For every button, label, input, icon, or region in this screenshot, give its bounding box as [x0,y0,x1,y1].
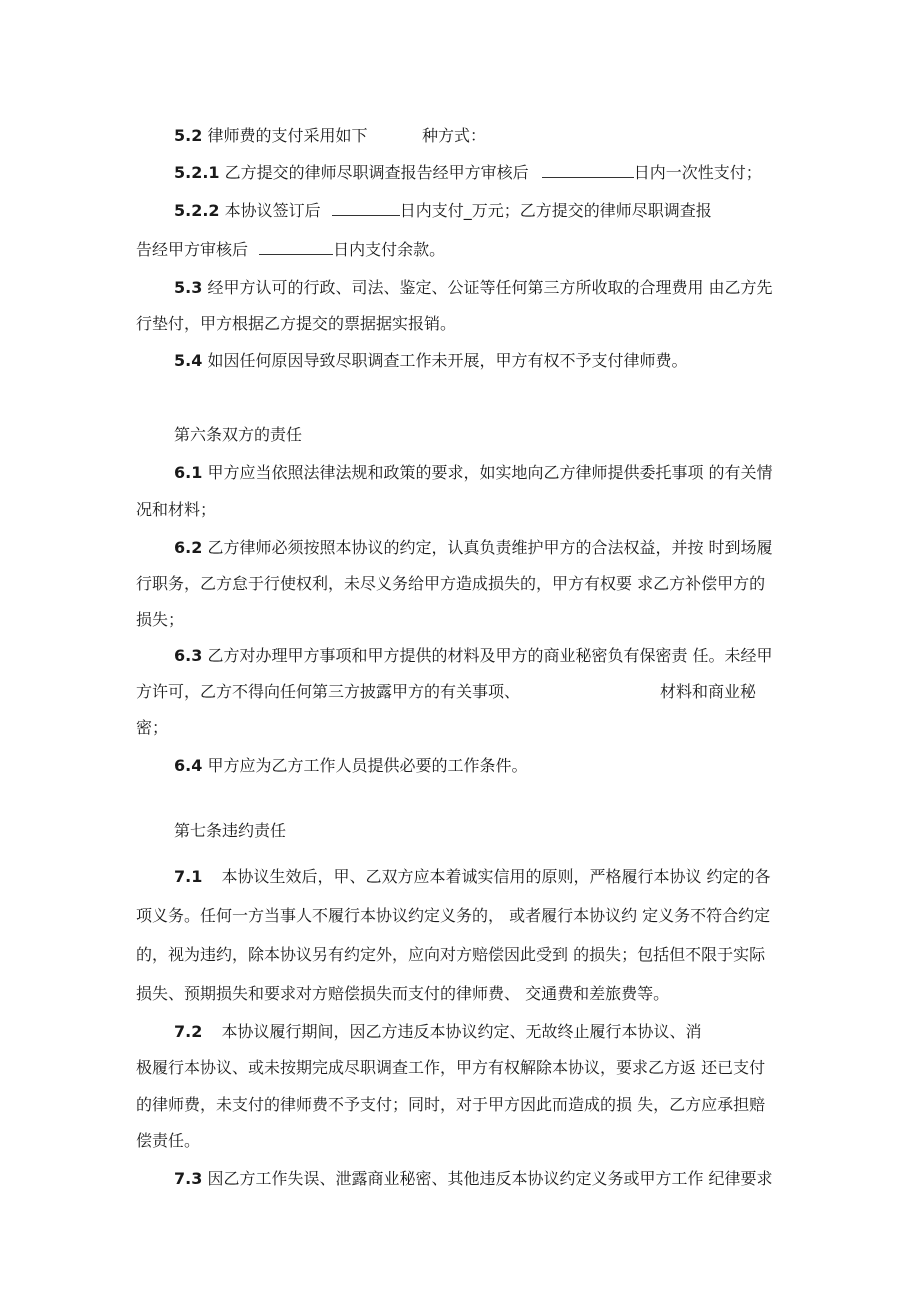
clause-7-3 [174,1168,773,1190]
clause-text: 密； [136,718,169,737]
clause-number: 7.3 [174,1169,203,1188]
clause-7-1 [174,866,771,888]
clause-text: 甲方应当依照法律法规和政策的要求，如实地向乙方律师提供委托事项 的有关情 [207,463,773,482]
clause-text: 偿责任。 [136,1131,201,1150]
clause-7-1-cont [136,905,770,927]
clause-text: 日内支付_万元；乙方提交的律师尽职调查报 [399,201,712,220]
clause-number: 5.4 [174,351,203,370]
clause-7-2-cont3 [136,1130,200,1152]
clause-text: 本协议生效后，甲、乙双方应本着诚实信用的原则，严格履行本协议 约定的各 [221,867,771,886]
clause-6-3-cont-tail [660,681,756,703]
clause-text: 的律师费，未支付的律师费不予支付；同时，对于甲方因此而造成的损 失，乙方应承担赔 [136,1095,766,1114]
fill-blank [259,240,333,255]
clause-number: 5.2.1 [174,163,220,182]
clause-5-3-cont [136,313,456,335]
clause-text: 损失、预期损失和要求对方赔偿损失而支付的律师费、 交通费和差旅费等。 [136,984,670,1003]
clause-7-2 [174,1021,701,1043]
clause-number: 6.3 [174,646,203,665]
clause-text: 的，视为违约，除本协议另有约定外，应向对方赔偿因此受到 的损失；包括但不限于实际 [136,945,766,964]
clause-text: 本协议履行期间，因乙方违反本协议约定、无故终止履行本协议、消 [221,1022,702,1041]
clause-6-2-cont2 [136,609,184,631]
clause-text: 极履行本协议、或未按期完成尽职调查工作，甲方有权解除本协议，要求乙方返 还已支付 [136,1058,766,1077]
clause-text: 日内支付余款。 [333,240,446,259]
clause-text: 材料和商业秘 [660,682,757,701]
clause-6-4 [174,755,527,777]
clause-text: 乙方律师必须按照本协议的约定，认真负责维护甲方的合法权益，并按 时到场履 [207,538,773,557]
clause-text: 日内一次性支付； [633,163,762,182]
clause-text: 行职务，乙方怠于行使权利，未尽义务给甲方造成损失的，甲方有权要 求乙方补偿甲方的 [136,574,766,593]
clause-6-1-cont [136,499,216,521]
clause-number: 7.1 [174,867,203,886]
clause-6-3 [174,645,773,667]
section-6-heading: 第六条双方的责任 [174,425,303,444]
clause-7-1-cont3 [136,983,669,1005]
clause-text: 损失； [136,610,185,629]
fill-blank [332,201,400,216]
clause-text: 本协议签订后 [224,201,321,220]
clause-number: 7.2 [174,1022,203,1041]
clause-number: 6.4 [174,756,203,775]
clause-6-1 [174,462,773,484]
clause-5-2-2-cont [136,239,445,261]
clause-text: 乙方对办理甲方事项和甲方提供的材料及甲方的商业秘密负有保密责 任。未经甲 [207,646,773,665]
section-7-heading: 第七条违约责任 [174,821,287,840]
clause-text: 经甲方认可的行政、司法、鉴定、公证等任何第三方所收取的合理费用 由乙方先 [207,278,773,297]
clause-text: 甲方应为乙方工作人员提供必要的工作条件。 [207,756,528,775]
clause-7-2-cont2 [136,1094,765,1116]
fill-blank [542,163,634,178]
clause-text: 乙方提交的律师尽职调查报告经甲方审核后 [224,163,529,182]
clause-number: 6.2 [174,538,203,557]
clause-5-4 [174,350,687,372]
clause-text: 种方式： [422,126,487,145]
clause-number: 5.2.2 [174,201,220,220]
clause-7-1-cont2 [136,944,765,966]
clause-text: 行垫付，甲方根据乙方提交的票据据实报销。 [136,314,457,333]
clause-text: 项义务。任何一方当事人不履行本协议约定义务的， 或者履行本协议约 定义务不符合约定 [136,906,771,925]
clause-number: 5.3 [174,278,203,297]
clause-6-2-cont [136,573,765,595]
clause-5-2 [174,125,367,147]
clause-6-3-cont [136,681,520,703]
clause-6-3-cont2 [136,717,168,739]
clause-5-3 [174,277,773,299]
clause-text: 告经甲方审核后 [136,240,249,259]
clause-text: 况和材料； [136,500,217,519]
clause-5-2-tail [422,125,486,147]
clause-5-2-2 [174,200,712,222]
clause-text: 如因任何原因导致尽职调查工作未开展，甲方有权不予支付律师费。 [207,351,688,370]
clause-text: 方许可，乙方不得向任何第三方披露甲方的有关事项、 [136,682,521,701]
clause-5-2-1 [174,162,762,184]
clause-7-2-cont [136,1057,765,1079]
clause-number: 5.2 [174,126,203,145]
clause-6-2 [174,537,773,559]
clause-text: 律师费的支付采用如下 [207,126,368,145]
clause-text: 因乙方工作失误、泄露商业秘密、其他违反本协议约定义务或甲方工作 纪律要求 [207,1169,773,1188]
clause-number: 6.1 [174,463,203,482]
